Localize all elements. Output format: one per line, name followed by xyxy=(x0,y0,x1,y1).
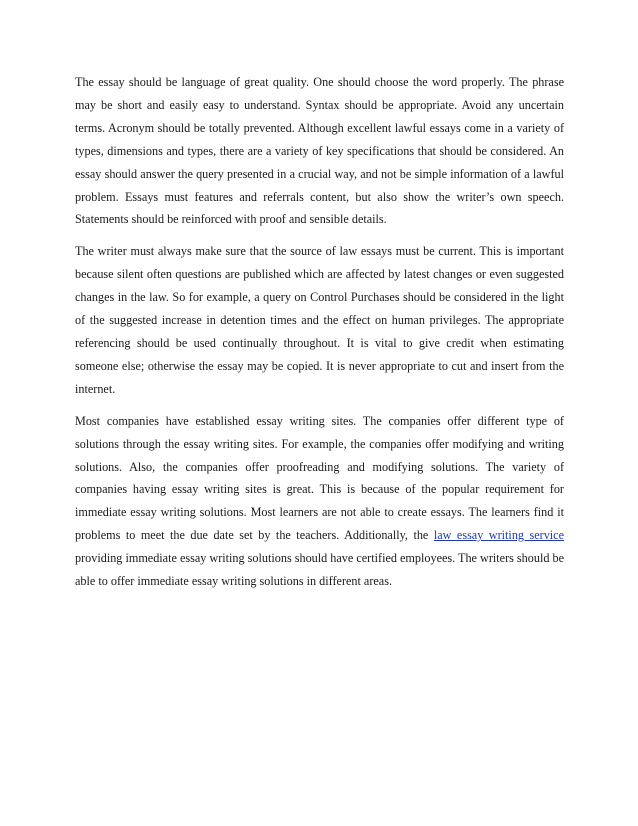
paragraph-2: The writer must always make sure that the source of law essays must be current. This is important because silent often questions are published which are affected by latest changes or even suggested changes in the law. So for example, a query on Control Purchases should be considered in the light of the suggested increase in detention times and the effect on human privileges. The appropriate referencing should be used continually throughout. It is vital to give credit when estimating someone else; otherwise the essay may be copied. It is never appropriate to cut and insert from the internet. xyxy=(75,244,564,396)
law-essay-writing-service-link[interactable]: law essay writing service xyxy=(433,528,565,543)
paragraph-3-text-before-link: Most companies have established essay writing sites. The companies offer different type of solutions through the essay writing sites. For example, the companies offer modifying and writing solutions. Also, the companies offer proofreading and modifying solutions. The variety of companies having essay writing sites is great. This is because of the popular requirement for immediate essay writing solutions. Most learners are not able to create essays. The learners find it problems to meet the due date set by the teachers. Additionally, the xyxy=(75,413,564,543)
paragraph-3 xyxy=(75,410,564,593)
paragraph-3-text-after-link: providing immediate essay writing solutions should have certified employees. The writers should be able to offer immediate essay writing solutions in different areas. xyxy=(75,551,564,589)
paragraph-1: The essay should be language of great quality. One should choose the word properly. The phrase may be short and easily easy to understand. Syntax should be appropriate. Avoid any uncertain terms. Acronym should be totally prevented. Although excellent lawful essays come in a variety of types, dimensions and types, there are a variety of key specifications that should be considered. An essay should answer the query presented in a crucial way, and not be simple information of a lawful problem. Essays must features and referrals content, but also show the writer’s own speech. Statements should be reinforced with proof and sensible details. xyxy=(75,75,564,227)
